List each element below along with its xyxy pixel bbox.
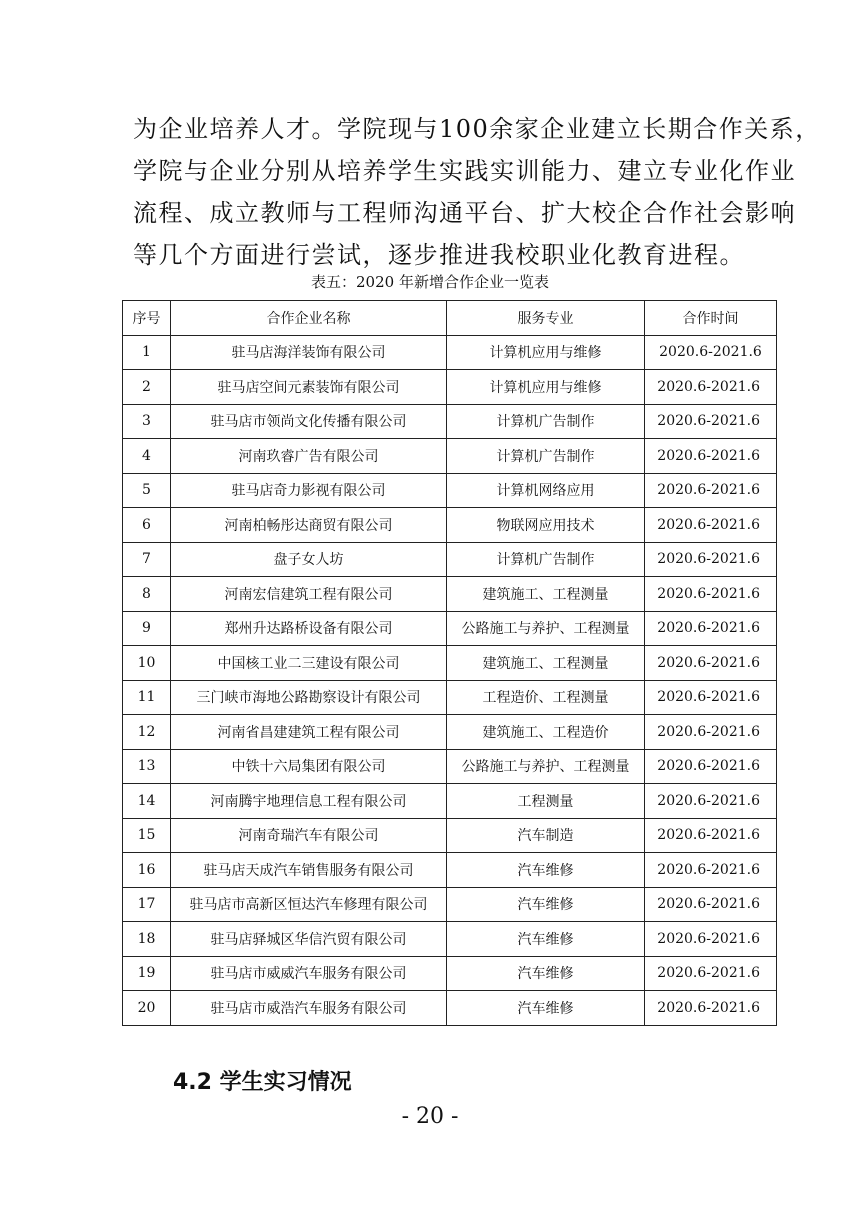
cell-service-major: 公路施工与养护、工程测量 (447, 611, 645, 646)
table-row (123, 577, 777, 612)
table-row (123, 439, 777, 474)
cell-cooperation-period: 2020.6-2021.6 (645, 439, 777, 474)
cell-company-name: 河南玖睿广告有限公司 (171, 439, 447, 474)
cell-cooperation-period: 2020.6-2021.6 (645, 749, 777, 784)
cell-company-name: 河南省昌建建筑工程有限公司 (171, 715, 447, 750)
cell-company-name: 河南柏畅彤达商贸有限公司 (171, 508, 447, 543)
partner-companies-table (122, 300, 777, 1026)
cell-serial-number: 9 (123, 611, 171, 646)
cell-serial-number: 10 (123, 646, 171, 681)
table-caption: 表五：2020 年新增合作企业一览表 (311, 273, 549, 291)
cell-serial-number: 7 (123, 542, 171, 577)
cell-service-major: 建筑施工、工程造价 (447, 715, 645, 750)
table-row (123, 335, 777, 370)
cell-cooperation-period: 2020.6-2021.6 (645, 404, 777, 439)
table-row (123, 508, 777, 543)
table-header-row (123, 301, 777, 336)
cell-serial-number: 4 (123, 439, 171, 474)
cell-service-major: 公路施工与养护、工程测量 (447, 749, 645, 784)
cell-service-major: 工程造价、工程测量 (447, 680, 645, 715)
cell-service-major: 计算机应用与维修 (447, 335, 645, 370)
cell-company-name: 三门峡市海地公路勘察设计有限公司 (171, 680, 447, 715)
cell-serial-number: 2 (123, 370, 171, 405)
header-company-name: 合作企业名称 (171, 301, 447, 336)
cell-service-major: 汽车维修 (447, 887, 645, 922)
table-row (123, 473, 777, 508)
cell-cooperation-period: 2020.6-2021.6 (645, 956, 777, 991)
cell-service-major: 建筑施工、工程测量 (447, 577, 645, 612)
cell-service-major: 工程测量 (447, 784, 645, 819)
table-row (123, 611, 777, 646)
table-row (123, 853, 777, 888)
table-row (123, 818, 777, 853)
cell-service-major: 汽车维修 (447, 991, 645, 1026)
cell-company-name: 驻马店市高新区恒达汽车修理有限公司 (171, 887, 447, 922)
header-serial-number: 序号 (123, 301, 171, 336)
cell-service-major: 计算机广告制作 (447, 439, 645, 474)
cell-company-name: 驻马店海洋装饰有限公司 (171, 335, 447, 370)
paragraph-line: 为企业培养人才。学院现与100余家企业建立长期合作关系， (133, 115, 821, 143)
cell-service-major: 计算机广告制作 (447, 404, 645, 439)
header-cooperation-period: 合作时间 (645, 301, 777, 336)
cell-cooperation-period: 2020.6-2021.6 (645, 542, 777, 577)
cell-service-major: 计算机应用与维修 (447, 370, 645, 405)
cell-serial-number: 16 (123, 853, 171, 888)
cell-company-name: 盘子女人坊 (171, 542, 447, 577)
cell-company-name: 郑州升达路桥设备有限公司 (171, 611, 447, 646)
cell-cooperation-period: 2020.6-2021.6 (645, 508, 777, 543)
cell-serial-number: 18 (123, 922, 171, 957)
cell-company-name: 驻马店市领尚文化传播有限公司 (171, 404, 447, 439)
cell-serial-number: 13 (123, 749, 171, 784)
table-row (123, 542, 777, 577)
cell-cooperation-period: 2020.6-2021.6 (645, 335, 777, 370)
cell-serial-number: 5 (123, 473, 171, 508)
cell-company-name: 中铁十六局集团有限公司 (171, 749, 447, 784)
cell-company-name: 河南奇瑞汽车有限公司 (171, 818, 447, 853)
cell-serial-number: 20 (123, 991, 171, 1026)
cell-serial-number: 15 (123, 818, 171, 853)
cell-service-major: 汽车维修 (447, 853, 645, 888)
table-row (123, 991, 777, 1026)
cell-serial-number: 8 (123, 577, 171, 612)
cell-company-name: 驻马店市威浩汽车服务有限公司 (171, 991, 447, 1026)
cell-cooperation-period: 2020.6-2021.6 (645, 887, 777, 922)
cell-serial-number: 6 (123, 508, 171, 543)
header-service-major: 服务专业 (447, 301, 645, 336)
cell-company-name: 驻马店天成汽车销售服务有限公司 (171, 853, 447, 888)
cell-cooperation-period: 2020.6-2021.6 (645, 853, 777, 888)
cell-serial-number: 1 (123, 335, 171, 370)
cell-cooperation-period: 2020.6-2021.6 (645, 922, 777, 957)
cell-cooperation-period: 2020.6-2021.6 (645, 715, 777, 750)
table-body (123, 335, 777, 1025)
table-row (123, 956, 777, 991)
paragraph-line: 学院与企业分别从培养学生实践实训能力、建立专业化作业 (133, 157, 796, 185)
cell-cooperation-period: 2020.6-2021.6 (645, 991, 777, 1026)
page-number: - 20 - (401, 1104, 459, 1129)
cell-company-name: 河南腾宇地理信息工程有限公司 (171, 784, 447, 819)
cell-service-major: 计算机网络应用 (447, 473, 645, 508)
cell-serial-number: 3 (123, 404, 171, 439)
table-row (123, 680, 777, 715)
cell-company-name: 驻马店空间元素装饰有限公司 (171, 370, 447, 405)
cell-serial-number: 11 (123, 680, 171, 715)
cell-company-name: 驻马店市威威汽车服务有限公司 (171, 956, 447, 991)
cell-service-major: 物联网应用技术 (447, 508, 645, 543)
table-row (123, 646, 777, 681)
section-heading: 4.2 学生实习情况 (173, 1070, 352, 1095)
cell-service-major: 汽车制造 (447, 818, 645, 853)
cell-cooperation-period: 2020.6-2021.6 (645, 646, 777, 681)
cell-service-major: 建筑施工、工程测量 (447, 646, 645, 681)
table-row (123, 715, 777, 750)
cell-service-major: 汽车维修 (447, 956, 645, 991)
cell-service-major: 计算机广告制作 (447, 542, 645, 577)
cell-serial-number: 17 (123, 887, 171, 922)
table-row (123, 370, 777, 405)
cell-company-name: 中国核工业二三建设有限公司 (171, 646, 447, 681)
cell-service-major: 汽车维修 (447, 922, 645, 957)
cell-cooperation-period: 2020.6-2021.6 (645, 611, 777, 646)
body-paragraph (133, 108, 821, 276)
cell-serial-number: 12 (123, 715, 171, 750)
cell-cooperation-period: 2020.6-2021.6 (645, 577, 777, 612)
cell-cooperation-period: 2020.6-2021.6 (645, 370, 777, 405)
cell-company-name: 驻马店奇力影视有限公司 (171, 473, 447, 508)
paragraph-line: 流程、成立教师与工程师沟通平台、扩大校企合作社会影响 (133, 199, 796, 227)
cell-company-name: 驻马店驿城区华信汽贸有限公司 (171, 922, 447, 957)
table-row (123, 887, 777, 922)
cell-serial-number: 14 (123, 784, 171, 819)
cell-cooperation-period: 2020.6-2021.6 (645, 784, 777, 819)
paragraph-line: 等几个方面进行尝试，逐步推进我校职业化教育进程。 (133, 241, 745, 269)
table-row (123, 784, 777, 819)
cell-serial-number: 19 (123, 956, 171, 991)
cell-cooperation-period: 2020.6-2021.6 (645, 818, 777, 853)
cell-cooperation-period: 2020.6-2021.6 (645, 473, 777, 508)
table-row (123, 404, 777, 439)
cell-company-name: 河南宏信建筑工程有限公司 (171, 577, 447, 612)
table-row (123, 922, 777, 957)
cell-cooperation-period: 2020.6-2021.6 (645, 680, 777, 715)
table-row (123, 749, 777, 784)
